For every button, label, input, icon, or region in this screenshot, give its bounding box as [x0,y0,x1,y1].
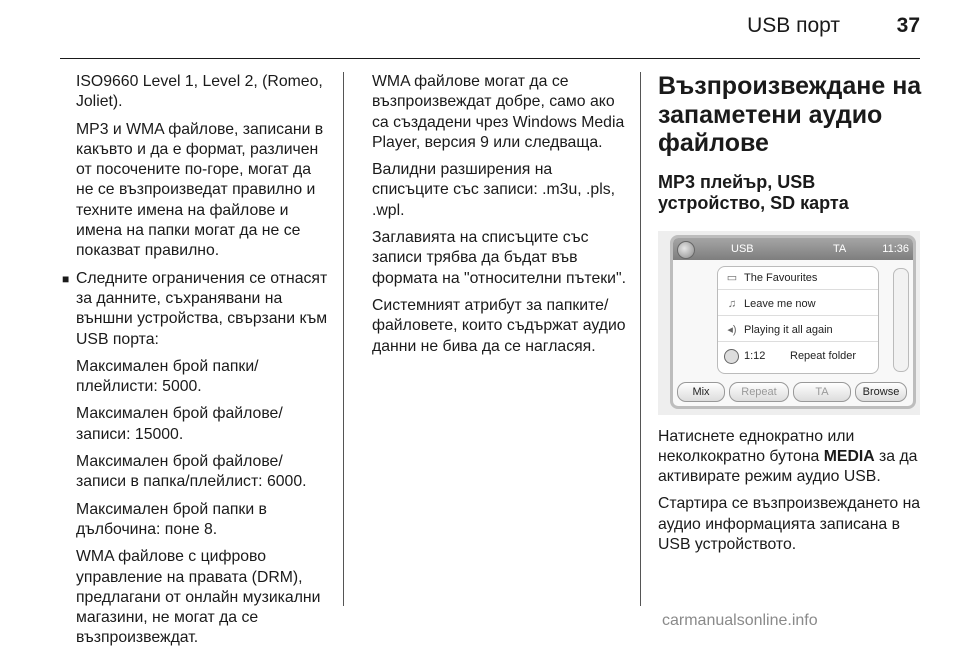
scrollbar[interactable] [893,268,909,372]
bullet-item [62,269,330,350]
repeat-button[interactable]: Repeat [729,382,789,402]
page-header-title: USB порт [747,14,840,37]
max-folders-text: Максимален брой папки/ плейлисти: 5000. [76,357,259,396]
list-item[interactable] [718,267,878,290]
ta-button[interactable]: TA [793,382,851,402]
ta-indicator: TA [833,242,847,255]
iso-formats-text: ISO9660 Level 1, Level 2, (Romeo, Joliet). [76,73,323,111]
page-number: 37 [896,14,920,37]
system-attribute-text: Системният атрибут за папките/ файловете, които съдържат аудио данни не бива да се нагласяя. [372,296,626,355]
repeat-mode-label: Repeat folder [790,349,857,362]
media-instruction [658,427,926,488]
column-2 [372,72,628,364]
max-files-per-folder-text: Максимален брой файлове/ записи в папка/плейлист: 6000. [76,453,307,491]
music-note-icon: ♫ [727,297,737,310]
list-item[interactable] [718,293,878,316]
playlist-paths-text: Заглавията на списъците със записи трябва да бъдат във формата на "относителни пътеки". [372,229,626,287]
drm-text: WMA файлове с цифрово управление на правата (DRM), предлагани от онлайн музикални магазини, не могат да се възпроизвеждат. [76,548,321,647]
bullet-square-icon: ■ [62,271,70,286]
list-item-label: Leave me now [744,297,816,310]
clock-icon [724,349,739,364]
source-label: USB [731,242,754,255]
max-files-text: Максимален брой файлове/ записи: 15000. [76,405,283,443]
screen-title-bar [673,238,913,260]
unsupported-formats-text: MP3 и WMA файлове, записани в какъвто и да е формат, различен от посочените по-горе, могат да не се възпроизведат правилно и техните имена на файлове и имена на папки могат да не се показват правилно. [76,120,324,260]
clock-display: 11:36 [882,242,909,255]
playback-start-text: Стартира се възпроизвеждането на аудио информацията записана в USB устройството. [658,495,921,553]
playback-status-row [718,345,878,367]
column-1 [62,72,330,656]
wma-player-text: WMA файлове могат да се възпроизвеждат добре, само ако са създадени чрез Windows Media Player, версия 9 или следваща. [372,73,625,151]
column-divider-left [343,72,344,606]
list-item[interactable] [718,319,878,342]
section-subtitle: MP3 плейър, USB устройство, SD карта [658,171,849,213]
media-instruction-end: за да активирате режим аудио USB. [658,447,918,486]
column-divider-right [640,72,641,606]
home-button[interactable] [677,241,695,259]
mix-button[interactable]: Mix [677,382,725,402]
speaker-icon: ◂) [727,323,737,336]
folder-icon: ▭ [726,271,738,284]
limits-intro-text: Следните ограничения се отнасят за данните, съхранявани на външни устройства, свързани към USB порта: [76,269,328,348]
elapsed-time: 1:12 [744,349,766,362]
track-list [717,266,879,374]
list-item-label: Playing it all again [744,323,833,336]
header-rule [60,58,920,59]
screen-frame [670,235,916,409]
list-item-label: The Favourites [744,271,818,284]
column-3 [658,72,926,562]
section-title: Възпроизвеждане на запаметени аудио файлове [658,72,922,157]
playlist-extensions-text: Валидни разширения на списъците със записи: .m3u, .pls, .wpl. [372,161,615,219]
media-instruction-start: Натиснете еднократно или неколкократно бутона [658,427,855,465]
watermark: carmanualsonline.info [662,612,818,629]
screen-buttons [677,382,909,402]
media-button-name: MEDIA [823,447,875,465]
max-depth-text: Максимален брой папки в дълбочина: поне 8. [76,500,267,538]
browse-button[interactable]: Browse [855,382,907,402]
media-screen-illustration [658,231,920,415]
